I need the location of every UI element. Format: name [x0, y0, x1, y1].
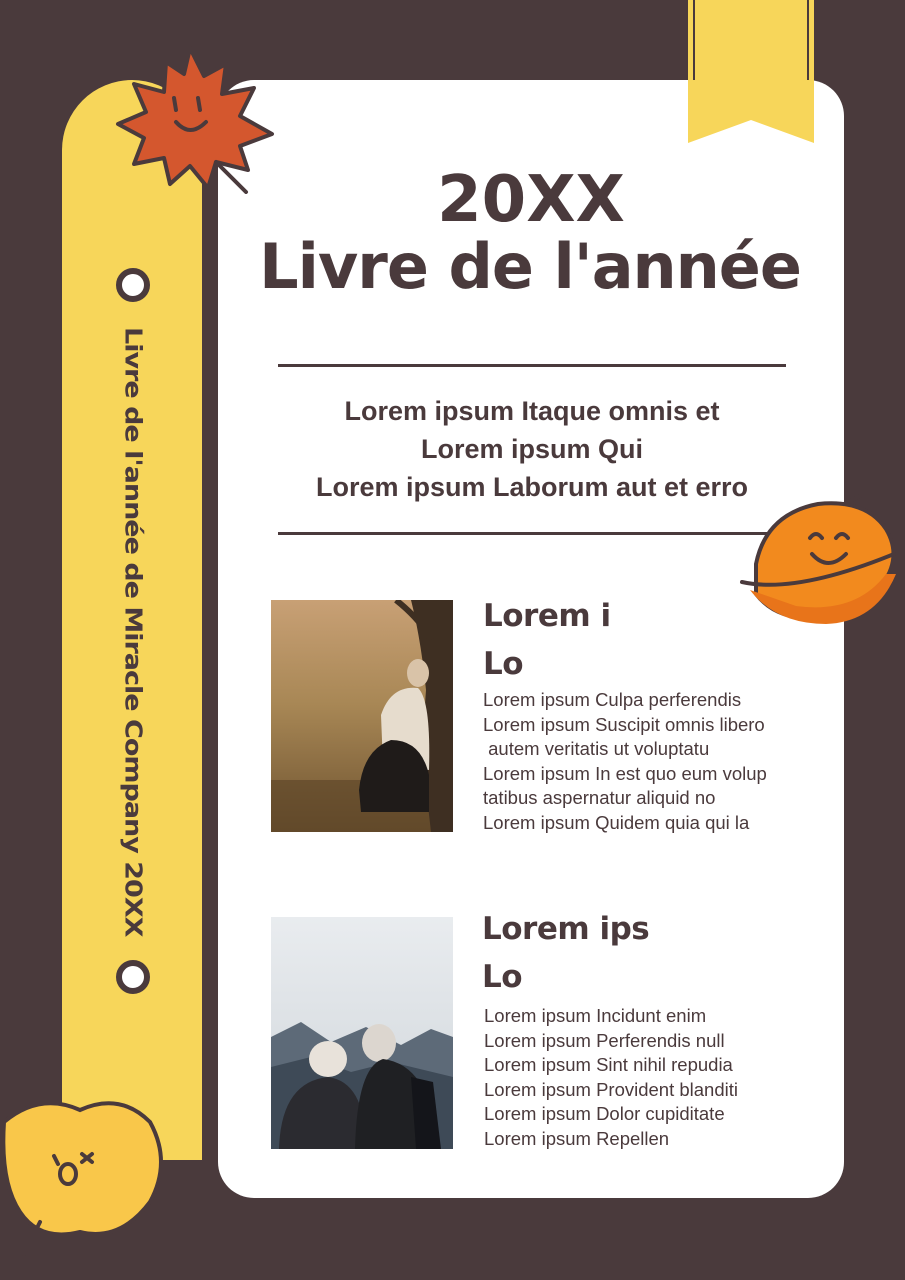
section-2-body: [484, 1004, 738, 1151]
subtitle-line: Lorem ipsum Laborum aut et erro: [315, 472, 749, 502]
divider-top: [278, 364, 786, 367]
section-photo-elder-by-tree: [271, 600, 453, 832]
body-line: tatibus aspernatur aliquid no: [483, 787, 716, 808]
body-line: Lorem ipsum Sint nihil repudia: [484, 1054, 733, 1075]
spine-title: Livre de l'année de Miracle Company 20XX: [118, 327, 146, 937]
section-1-title: [483, 592, 611, 688]
section-title-line: Lorem ips: [482, 911, 650, 947]
spine-ring-hole-bottom: [116, 960, 150, 994]
divider-bottom: [278, 532, 786, 535]
body-line: Lorem ipsum Suscipit omnis libero: [483, 713, 765, 735]
yellow-leaf-icon: [0, 1082, 168, 1260]
cover-subtitle: [240, 392, 824, 506]
body-line: Lorem ipsum In est quo eum volup: [483, 762, 767, 784]
spine-title-container: [62, 327, 202, 937]
subtitle-line: Lorem ipsum Qui: [420, 434, 644, 464]
bookmark-ribbon-icon: [688, 0, 814, 143]
orange-leaf-icon: [736, 494, 902, 634]
section-title-line: Lo: [482, 959, 523, 995]
subtitle-line: Lorem ipsum Itaque omnis et: [344, 396, 720, 426]
body-line: Lorem ipsum Culpa perferendis: [483, 689, 742, 710]
section-1-body: [483, 688, 767, 835]
cover-year: 20XX: [437, 163, 625, 237]
body-line: Lorem ipsum Repellen: [484, 1127, 670, 1149]
section-title-line: Lo: [483, 646, 524, 682]
cover-title: Livre de l'année: [259, 230, 801, 303]
body-line: autem veritatis ut voluptatu: [483, 738, 710, 759]
body-line: Lorem ipsum Quidem quia qui la: [483, 811, 750, 833]
spine-ring-hole-top: [116, 268, 150, 302]
body-line: Lorem ipsum Perferendis null: [484, 1029, 725, 1051]
section-2-title: [482, 905, 649, 1001]
maple-leaf-icon: [112, 42, 280, 194]
section-title-line: Lorem i: [483, 598, 611, 634]
body-line: Lorem ipsum Incidunt enim: [484, 1005, 707, 1026]
body-line: Lorem ipsum Provident blanditi: [484, 1078, 738, 1100]
body-line: Lorem ipsum Dolor cupiditate: [484, 1103, 725, 1124]
section-photo-couple-mountains: [271, 917, 453, 1149]
